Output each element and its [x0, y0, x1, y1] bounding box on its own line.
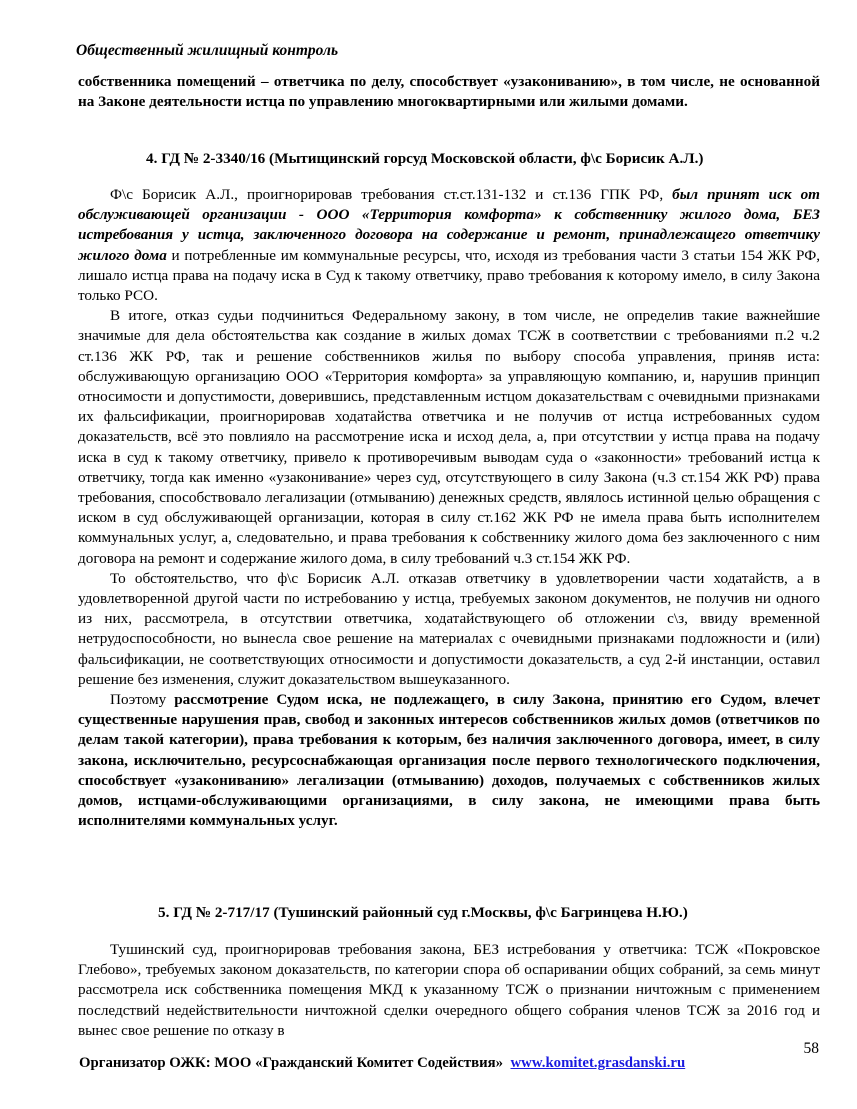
section-4-paragraph-4 — [78, 690, 820, 831]
section-5-heading: 5. ГД № 2-717/17 (Тушинский районный суд г.Москвы, ф\с Багринцева Н.Ю.) — [158, 904, 688, 921]
section-4-paragraph-1 — [78, 185, 820, 306]
section-4-paragraph-2: В итоге, отказ судьи подчиниться Федеральному закону, в том числе, не определив такие важнейшие значимые для дела обстоятельства как создание в жилых домах ТСЖ в соответствии с требованиями п.2 ч.2 ст.136 ЖК РФ, так и решение собственников жилья по выбору способа управления, приняв иста: обслуживающую организацию ООО «Территория комфорта» за управляющую компанию, и, нарушив принцип относимости и допустимости, доверившись, представленным истцом доказательствам с очевидными признаками их фальсификации, проигнорировав ходатайства ответчика и не получив от истца истребованных судом доказательств, всё это повлияло на рассмотрение иска и исход дела, а, при отсутствии у истца права на подачу иска в суд к такому ответчику, привело к противоречивым выводам суда о «законности» требований истца к ответчику, тогда как именно «узаконивание» через суд, отсутствующего в силу Закона (ч.3 ст.154 ЖК РФ) права требования, способствовало легализации (отмыванию) денежных средств, являлось истинной целью обращения с иском в суд обслуживающей организации, которая в силу ст.162 ЖК РФ не имела права быть исполнителем коммунальных услуг, а, следовательно, и права требования к собственнику жилого дома без заключенного с ним договора на ремонт и содержание жилого дома, в силу требований ч.3 ст.154 ЖК РФ. — [78, 307, 820, 567]
paragraph-text: Ф\с Борисик А.Л., проигнорировав требования ст.ст.131-132 и ст.136 ГПК РФ, — [110, 186, 673, 203]
footer-organizer: Организатор ОЖК: МОО «Гражданский Комитет Содействия» — [79, 1055, 504, 1071]
paragraph-text: и потребленные им коммунальные ресурсы, что, исходя из требования части 3 статьи 154 ЖК РФ, лишало истца права на подачу иска в Суд к такому ответчику, право требования к которому имело, в силу Закона только РСО. — [78, 246, 821, 305]
page-number: 58 — [803, 1040, 819, 1057]
section-4-body — [78, 185, 820, 832]
section-4-paragraph-3: То обстоятельство, что ф\с Борисик А.Л. отказав ответчику в удовлетворении части ходатайств, а в удовлетворенной другой части по истребованию у истца, требуемых законом документов, не получив ни одного из них, рассмотрела, в отсутствии ответчика, ходатайствующего об отложении с\з, ввиду временной нетрудоспособности, но вынесла свое решение на материалах с очевидными признаками подложности и (или) фальсификации, не соответствующих относимости и допустимости доказательств, а суд 2-й инстанции, оставил решение без изменения, служит доказательством вышеуказанного. — [78, 569, 820, 688]
intro-paragraph — [78, 72, 820, 112]
footer-website-link[interactable]: www.komitet.grasdanski.ru — [510, 1055, 686, 1071]
running-header: Общественный жилищный контроль — [76, 42, 339, 59]
intro-text: собственника помещений – ответчика по делу, способствует «узакониванию», в том числе, не основанной на Законе деятельности истца по управлению многоквартирными или жилыми домами. — [78, 73, 820, 111]
section-4-heading: 4. ГД № 2-3340/16 (Мытищинский горсуд Московской области, ф\с Борисик А.Л.) — [146, 150, 704, 167]
section-5-paragraph-1: Тушинский суд, проигнорировав требования закона, БЕЗ истребования у ответчика: ТСЖ «Покровское Глебово», требуемых законом доказательств, по категории спора об оспаривании общих собраний, за семь минут рассмотрела иск собственника помещения МКД к указанному ТСЖ о признании ничтожным с применением последствий недействительности ничтожной сделки очередного общего собрания членов ТСЖ за 2016 год и вынес свое решение по отказу в — [78, 941, 820, 1039]
section-5-body — [78, 940, 820, 1041]
page-footer — [79, 1055, 685, 1072]
emphasis-text: рассмотрение Судом иска, не подлежащего, в силу Закона, принятию его Судом, влечет существенные нарушения прав, свобод и законных интересов собственников жилых домов (ответчиков по делам такой категории), права требования к которым, без наличия заключенного договора, имеет, в силу закона, исключительно, ресурсоснабжающая организация после первого технологического подключения, способствует «узакониванию» легализации (отмыванию) доходов, получаемых с собственников жилых домов, истцами-обслуживающими организациями, в силу закона, не имеющими права быть исполнителями коммунальных услуг. — [78, 691, 820, 830]
paragraph-text: Поэтому — [110, 691, 175, 709]
emphasis-text: был принят иск от обслуживающей организации - ООО «Территория комфорта» к собственнику жилого дома, БЕЗ истребования у истца, заключенного договора на содержание и ремонт, принадлежащего ответчику жилого дома — [78, 186, 820, 264]
